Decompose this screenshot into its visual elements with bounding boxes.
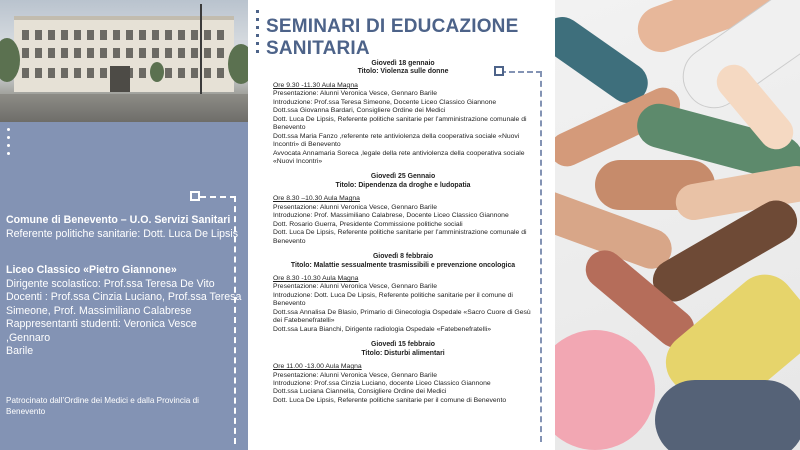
- session-line: Dott.ssa Laura Bianchi, Dirigente radiologia Ospedale «Fatebenefratelli»: [273, 325, 492, 333]
- session-line: Presentazione: Alunni Veronica Vesce, Gennaro Barile: [273, 203, 437, 211]
- patronage-note: Patrocinato dall’Ordine dei Medici e dalla Provincia di Benevento: [6, 396, 199, 416]
- session-line: Dott. Luca De Lipsis, Referente politiche sanitarie per il comune di Benevento: [273, 396, 507, 404]
- school-line: Barile: [6, 345, 34, 357]
- school-line: Rappresentanti studenti: Veronica Vesce ,Gennaro: [6, 318, 197, 344]
- frame-corner-square: [190, 191, 200, 201]
- seminar-program: [273, 60, 533, 405]
- session-line: Introduzione: Dott. Luca De Lipsis, Referente politiche sanitarie per il comune di Benevento: [273, 291, 513, 308]
- school-line: Simeone, Prof. Massimiliano Calabrese: [6, 304, 192, 317]
- session-date: Giovedì 8 febbraio: [372, 253, 434, 261]
- session-topic: Titolo: Dipendenza da droghe e ludopatia: [335, 181, 471, 189]
- session-line: Dott.ssa Maria Fanzo ,referente rete antiviolenza della cooperativa sociale «Nuovi Incontri» di Benevento: [273, 132, 520, 149]
- session-line: Dott.ssa Annalisa De Blasio, Primario di Ginecologia Ospedale «Sacro Cuore di Gesù dei Fatebenefratelli»: [273, 308, 531, 325]
- session-line: Dott. Luca De Lipsis, Referente politiche sanitarie per l’amministrazione comunale di Benevento: [273, 115, 527, 132]
- session-line: Presentazione: Alunni Veronica Vesce, Gennaro Barile: [273, 371, 437, 379]
- session-topic: Titolo: Malattie sessualmente trasmissibili e prevenzione oncologica: [290, 261, 516, 269]
- page-title: SEMINARI DI EDUCAZIONE SANITARIA: [266, 16, 519, 59]
- session-line: Dott. Rosario Guerra, Presidente Commissione politiche sociali: [273, 220, 463, 228]
- session-date: Giovedì 25 Gennaio: [370, 173, 436, 181]
- school-line: Docenti : Prof.ssa Cinzia Luciano, Prof.ssa Teresa: [6, 291, 242, 303]
- session-block: [273, 60, 533, 166]
- left-info-panel: [0, 0, 248, 450]
- session-line: Presentazione: Alunni Veronica Vesce, Gennaro Barile: [273, 283, 437, 291]
- school-line: Dirigente scolastico: Prof.ssa Teresa De Vito: [6, 277, 215, 290]
- session-line: Dott. Luca De Lipsis, Referente politiche sanitarie per l’amministrazione comunale di Benevento: [273, 229, 527, 245]
- session-block: [273, 253, 533, 334]
- session-topic: Titolo: Disturbi alimentari: [361, 349, 445, 357]
- session-line: Avvocata Annamaria Soreca ,legale della rete antiviolenza della cooperativa sociale «Nuovi Incontri»: [273, 149, 525, 165]
- session-time: Ore 11.00 -13.00 Aula Magna: [273, 363, 362, 371]
- session-time: Ore 8.30 –10.30 Aula Magna: [273, 195, 360, 203]
- session-date: Giovedì 15 febbraio: [371, 341, 435, 349]
- decorative-dots: [7, 128, 11, 160]
- session-line: Introduzione: Prof. Massimiliano Calabrese, Docente Liceo Classico Giannone: [273, 212, 509, 220]
- session-line: Dott.ssa Luciana Ciannella, Consigliere Ordine dei Medici: [273, 388, 447, 396]
- session-block: [273, 173, 533, 246]
- session-date: Giovedì 18 gennaio: [371, 60, 435, 67]
- school-block: [6, 264, 242, 359]
- session-line: Dott.ssa Giovanna Bardari, Consigliere Ordine dei Medici: [273, 107, 446, 115]
- session-time: Ore 9.30 -11.30 Aula Magna: [273, 81, 358, 89]
- session-line: Introduzione: Prof.ssa Cinzia Luciano, docente Liceo Classico Giannone: [273, 379, 491, 387]
- session-block: [273, 341, 533, 405]
- session-line: Presentazione: Alunni Veronica Vesce, Gennaro Barile: [273, 90, 437, 98]
- organizer-referent: Referente politiche sanitarie: Dott. Luca De Lipsis: [6, 227, 239, 240]
- school-building-photo: [0, 0, 248, 122]
- school-title: Liceo Classico «Pietro Giannone»: [6, 264, 177, 276]
- title-accent-dots: [256, 10, 259, 56]
- session-time: Ore 8.30 -10.30 Aula Magna: [273, 274, 359, 282]
- organizer-title: Comune di Benevento – U.O. Servizi Sanitari: [6, 214, 231, 226]
- session-line: Introduzione: Prof.ssa Teresa Simeone, Docente Liceo Classico Giannone: [273, 98, 497, 106]
- organizer-block: [6, 214, 242, 241]
- session-topic: Titolo: Violenza sulle donne: [357, 68, 449, 76]
- joined-hands-photo: [555, 0, 800, 450]
